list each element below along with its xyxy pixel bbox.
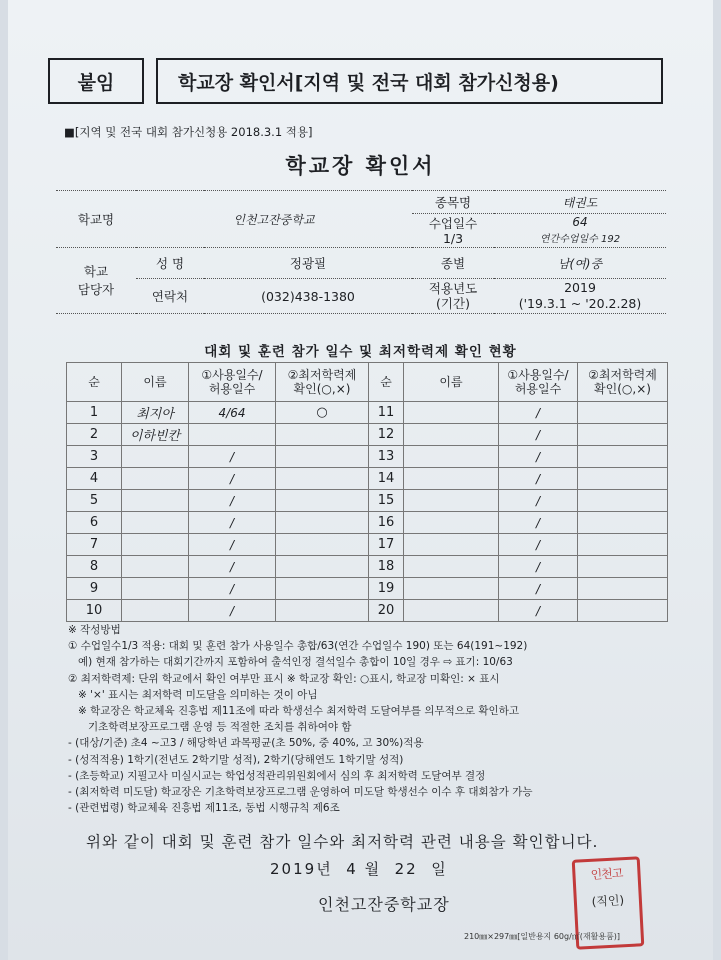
days-value: 64 연간수업일수 192 <box>494 214 666 248</box>
principal-signature: 인천고잔중학교장 <box>318 895 450 914</box>
col-no: 순 <box>67 363 122 402</box>
cell-no: 3 <box>67 446 122 468</box>
cell-no: 16 <box>369 512 404 534</box>
cell-check <box>276 446 369 468</box>
cell-name <box>122 578 189 600</box>
year-value: 2019 ('19.3.1 ~ '20.2.28) <box>494 279 666 314</box>
cell-check <box>578 446 668 468</box>
header <box>48 58 663 104</box>
col-check: ②최저학력제 확인(○,×) <box>276 363 369 402</box>
cell-name: 최지아 <box>122 402 189 424</box>
document-page <box>8 0 713 960</box>
cell-name <box>404 512 499 534</box>
cell-name <box>404 556 499 578</box>
cell-name <box>404 424 499 446</box>
cell-days <box>189 424 276 446</box>
instruction-line: - (초등학교) 지필고사 미실시교는 학업성적관리위원회에서 심의 후 최저학력 도달여부 결정 <box>68 769 486 782</box>
cell-days: / <box>499 534 578 556</box>
cell-check <box>578 512 668 534</box>
instruction-line: ※ 작성방법 <box>68 624 121 636</box>
date-year: 2019 <box>270 860 317 878</box>
instruction-line: - (대상/기준) 초4 ~고3 / 해당학년 과목평균(초 50%, 중 40%, 고 30%)적용 <box>68 737 424 750</box>
col-check-2: ②최저학력제 확인(○,×) <box>578 363 668 402</box>
document-title-box: 학교장 확인서[지역 및 전국 대회 참가신청용) <box>156 58 663 104</box>
cell-days: / <box>189 578 276 600</box>
cell-days: / <box>499 512 578 534</box>
cell-no: 2 <box>67 424 122 446</box>
cell-days: / <box>499 446 578 468</box>
cell-check <box>578 490 668 512</box>
cell-name <box>404 490 499 512</box>
cell-days: / <box>189 556 276 578</box>
cell-no: 19 <box>369 578 404 600</box>
seal-label: (직인) <box>591 893 625 909</box>
cell-days: / <box>189 490 276 512</box>
applicable-reference: ■[지역 및 전국 대회 참가신청용 2018.3.1 적용] <box>64 125 313 139</box>
cell-no: 10 <box>67 600 122 622</box>
status-section-title: 대회 및 훈련 참가 일수 및 최저학력제 확인 현황 <box>204 344 517 360</box>
instructions <box>68 622 678 816</box>
cell-check <box>276 512 369 534</box>
cell-check <box>578 600 668 622</box>
cell-days: 4/64 <box>189 402 276 424</box>
table-row <box>67 490 668 512</box>
table-row <box>67 556 668 578</box>
cell-name <box>122 446 189 468</box>
cell-check <box>276 534 369 556</box>
cell-no: 1 <box>67 402 122 424</box>
date-month: 4 <box>346 860 358 878</box>
cell-days: / <box>499 490 578 512</box>
cell-check <box>276 578 369 600</box>
cell-check <box>276 556 369 578</box>
cell-days: / <box>499 600 578 622</box>
manager-label: 학교 담당자 <box>56 248 136 314</box>
cell-name <box>122 534 189 556</box>
cell-check <box>578 424 668 446</box>
instruction-line: ※ '×' 표시는 최저학력 미도달을 의미하는 것이 아님 <box>68 688 318 701</box>
instruction-line: 기초학력보장프로그램 운영 등 적절한 조치를 취하여야 함 <box>68 721 352 734</box>
cell-days: / <box>189 600 276 622</box>
name-label: 성 명 <box>136 248 204 279</box>
instruction-line: ① 수업일수1/3 적용: 대회 및 훈련 참가 사용일수 총합/63(연간 수업일수 190) 또는 64(191~192) <box>68 640 528 653</box>
cell-days: / <box>189 534 276 556</box>
sport-value: 태권도 <box>494 191 666 214</box>
cell-name <box>404 468 499 490</box>
cell-check <box>578 534 668 556</box>
cell-name: 이하빈칸 <box>122 424 189 446</box>
contact-value: (032)438-1380 <box>204 279 412 314</box>
col-name-2: 이름 <box>404 363 499 402</box>
name-value: 정광필 <box>204 248 412 279</box>
col-name: 이름 <box>122 363 189 402</box>
year-label: 적용년도 (기간) <box>412 279 494 314</box>
instruction-line: - (관련법령) 학교체육 진흥법 제11조, 동법 시행규칙 제6조 <box>68 802 340 815</box>
school-value: 인천고잔중학교 <box>136 191 412 248</box>
cell-days: / <box>189 512 276 534</box>
cell-days: / <box>499 556 578 578</box>
cell-no: 18 <box>369 556 404 578</box>
cell-no: 11 <box>369 402 404 424</box>
cell-name <box>404 578 499 600</box>
cell-no: 14 <box>369 468 404 490</box>
cell-check <box>578 402 668 424</box>
cell-no: 9 <box>67 578 122 600</box>
cell-no: 4 <box>67 468 122 490</box>
table-row <box>67 578 668 600</box>
cell-check <box>578 578 668 600</box>
cell-days: / <box>499 424 578 446</box>
cell-no: 13 <box>369 446 404 468</box>
attachment-tag: 붙임 <box>48 58 144 104</box>
col-days: ①사용일수/ 허용일수 <box>189 363 276 402</box>
cell-check: ○ <box>276 402 369 424</box>
cell-no: 8 <box>67 556 122 578</box>
cell-no: 7 <box>67 534 122 556</box>
cell-name <box>404 402 499 424</box>
cell-check <box>578 556 668 578</box>
seal-text: 인천고 <box>590 866 623 882</box>
table-row <box>67 512 668 534</box>
table-row <box>67 600 668 622</box>
table-row <box>67 534 668 556</box>
form-title: 학교장 확인서 <box>285 154 436 178</box>
cell-check <box>276 424 369 446</box>
instruction-line: - (성적적용) 1학기(전년도 2학기말 성적), 2학기(당해연도 1학기말 성적) <box>68 753 404 766</box>
date-day: 22 <box>394 860 418 878</box>
issue-date: 2019년 4 월 22 일 <box>270 860 448 878</box>
cell-no: 5 <box>67 490 122 512</box>
cell-name <box>122 512 189 534</box>
table-row <box>67 402 668 424</box>
cell-no: 20 <box>369 600 404 622</box>
confirmation-statement: 위와 같이 대회 및 훈련 참가 일수와 최저학력 관련 내용을 확인합니다. <box>86 833 599 851</box>
cell-no: 12 <box>369 424 404 446</box>
cell-name <box>122 468 189 490</box>
sport-label: 종목명 <box>412 191 494 214</box>
cell-name <box>122 600 189 622</box>
cell-days: / <box>189 446 276 468</box>
cell-no: 17 <box>369 534 404 556</box>
cell-name <box>404 446 499 468</box>
cell-no: 6 <box>67 512 122 534</box>
gender-value: 남(여)중 <box>494 248 666 279</box>
paper-spec: 210㎜×297㎜[일반용지 60g/㎡(재활용품)] <box>464 932 621 941</box>
table-row <box>67 468 668 490</box>
cell-name <box>122 490 189 512</box>
table-row <box>67 446 668 468</box>
cell-check <box>276 468 369 490</box>
contact-label: 연락처 <box>136 279 204 314</box>
cell-check <box>276 600 369 622</box>
days-label: 수업일수 1/3 <box>412 214 494 248</box>
instruction-line: ② 최저학력제: 단위 학교에서 확인 여부만 표시 ※ 학교장 확인: ○표시, 학교장 미확인: × 표시 <box>68 672 500 685</box>
cell-name <box>404 600 499 622</box>
cell-check <box>578 468 668 490</box>
school-label: 학교명 <box>56 191 136 248</box>
col-days-2: ①사용일수/ 허용일수 <box>499 363 578 402</box>
participation-rows <box>67 402 668 622</box>
col-no-2: 순 <box>369 363 404 402</box>
instruction-line: 예) 현재 참가하는 대회기간까지 포함하여 출석인정 결석일수 총합이 10일 경우 ⇨ 표기: 10/63 <box>68 656 513 669</box>
table-row <box>67 424 668 446</box>
cell-no: 15 <box>369 490 404 512</box>
gender-label: 종별 <box>412 248 494 279</box>
cell-name <box>122 556 189 578</box>
cell-check <box>276 490 369 512</box>
school-info-table <box>56 190 666 314</box>
cell-name <box>404 534 499 556</box>
participation-table <box>66 362 668 622</box>
cell-days: / <box>189 468 276 490</box>
instruction-line: - (최저학력 미도달) 학교장은 기초학력보장프로그램 운영하여 미도달 학생선수 이수 후 대회참가 가능 <box>68 786 533 799</box>
instruction-line: ※ 학교장은 학교체육 진흥법 제11조에 따라 학생선수 최저학력 도달여부를 의무적으로 확인하고 <box>68 705 519 718</box>
cell-days: / <box>499 468 578 490</box>
cell-days: / <box>499 402 578 424</box>
cell-days: / <box>499 578 578 600</box>
